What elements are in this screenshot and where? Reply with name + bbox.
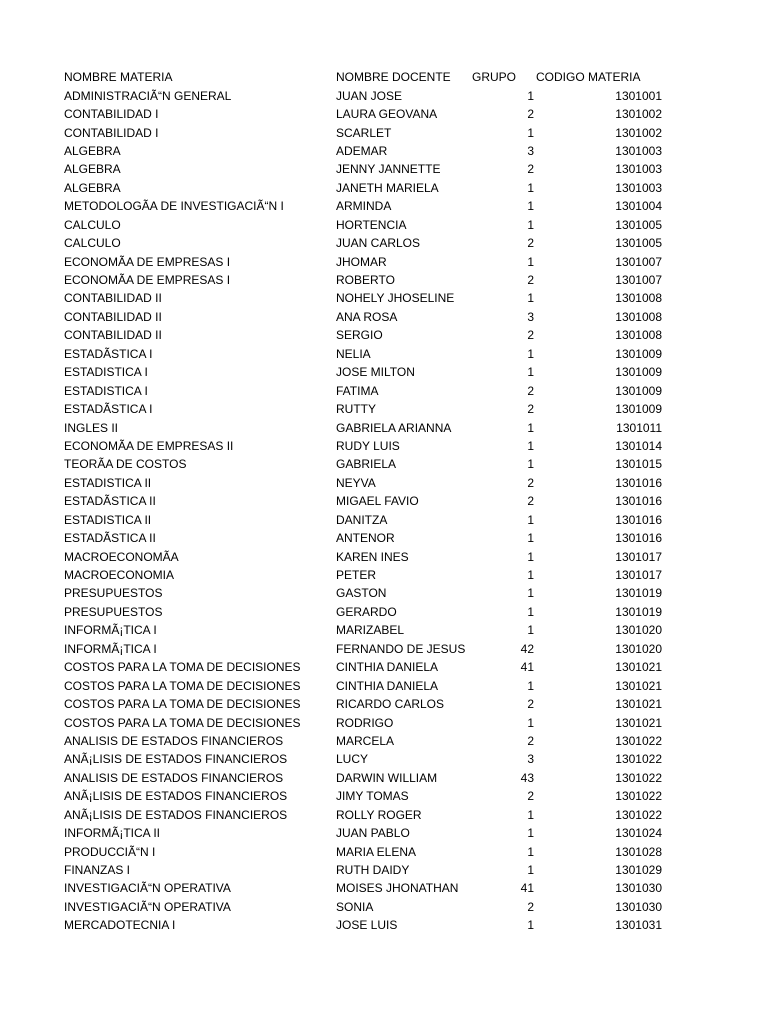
cell-grupo[interactable]: 2: [527, 383, 534, 398]
cell-grupo[interactable]: 2: [527, 697, 534, 712]
cell-nombre-docente[interactable]: ROBERTO: [336, 273, 395, 288]
cell-nombre-materia[interactable]: MACROECONOMÃA: [64, 549, 179, 564]
table-row: [0, 713, 768, 731]
cell-nombre-materia[interactable]: PRESUPUESTOS: [64, 586, 163, 601]
cell-grupo[interactable]: 1: [527, 88, 534, 103]
cell-codigo-materia[interactable]: 1301001: [615, 88, 662, 103]
table-row: [0, 769, 768, 787]
table-row: [0, 474, 768, 492]
table-row: [0, 252, 768, 270]
subjects-table: [0, 68, 768, 935]
cell-nombre-materia[interactable]: ANÃ¡LISIS DE ESTADOS FINANCIEROS: [64, 789, 288, 804]
cell-nombre-materia[interactable]: MERCADOTECNIA I: [64, 918, 176, 933]
cell-nombre-materia[interactable]: ESTADÃSTICA II: [64, 494, 156, 509]
cell-codigo-materia[interactable]: 1301014: [615, 438, 662, 453]
table-row: [0, 289, 768, 307]
cell-codigo-materia[interactable]: 1301003: [615, 162, 662, 177]
cell-codigo-materia[interactable]: 1301016: [615, 475, 662, 490]
table-row: [0, 308, 768, 326]
table-row: [0, 621, 768, 639]
cell-nombre-materia[interactable]: ESTADÃSTICA I: [64, 402, 153, 417]
cell-grupo[interactable]: 2: [527, 899, 534, 914]
header-grupo[interactable]: GRUPO: [472, 70, 517, 85]
cell-grupo[interactable]: 1: [527, 623, 534, 638]
spreadsheet-sheet: [0, 68, 768, 935]
cell-nombre-materia[interactable]: TEORÃA DE COSTOS: [64, 457, 187, 472]
cell-grupo[interactable]: 2: [527, 328, 534, 343]
cell-nombre-materia[interactable]: ADMINISTRACIÃ“N GENERAL: [64, 88, 232, 103]
cell-nombre-materia[interactable]: ALGEBRA: [64, 162, 121, 177]
cell-codigo-materia[interactable]: 1301007: [615, 273, 662, 288]
cell-grupo[interactable]: 1: [527, 199, 534, 214]
cell-grupo[interactable]: 1: [527, 568, 534, 583]
table-row: [0, 326, 768, 344]
cell-nombre-materia[interactable]: PRESUPUESTOS: [64, 604, 163, 619]
cell-grupo[interactable]: 3: [527, 143, 534, 158]
table-row: [0, 363, 768, 381]
cell-nombre-materia[interactable]: ESTADISTICA I: [64, 383, 148, 398]
cell-nombre-docente[interactable]: RUTTY: [336, 402, 376, 417]
cell-codigo-materia[interactable]: 1301024: [615, 826, 662, 841]
table-row: [0, 345, 768, 363]
cell-nombre-materia[interactable]: CALCULO: [64, 217, 121, 232]
table-row: [0, 511, 768, 529]
cell-grupo[interactable]: 1: [527, 826, 534, 841]
cell-codigo-materia[interactable]: 1301021: [615, 697, 662, 712]
cell-grupo[interactable]: 1: [527, 365, 534, 380]
cell-grupo[interactable]: 1: [527, 863, 534, 878]
cell-codigo-materia[interactable]: 1301022: [615, 733, 662, 748]
cell-grupo[interactable]: 1: [527, 549, 534, 564]
cell-nombre-materia[interactable]: ECONOMÃA DE EMPRESAS I: [64, 273, 231, 288]
cell-nombre-materia[interactable]: CONTABILIDAD I: [64, 125, 159, 140]
cell-nombre-docente[interactable]: NEYVA: [336, 475, 376, 490]
table-row: [0, 455, 768, 473]
cell-nombre-materia[interactable]: COSTOS PARA LA TOMA DE DECISIONES: [64, 715, 301, 730]
cell-nombre-materia[interactable]: ESTADÃSTICA I: [64, 346, 153, 361]
cell-nombre-materia[interactable]: INVESTIGACIÃ“N OPERATIVA: [64, 881, 231, 896]
cell-codigo-materia[interactable]: 1301008: [615, 291, 662, 306]
cell-nombre-docente[interactable]: CINTHIA DANIELA: [336, 660, 439, 675]
table-row: [0, 603, 768, 621]
cell-grupo[interactable]: 1: [527, 715, 534, 730]
cell-nombre-materia[interactable]: ESTADÃSTICA II: [64, 531, 156, 546]
table-row: [0, 547, 768, 565]
cell-nombre-materia[interactable]: ESTADISTICA II: [64, 475, 152, 490]
cell-codigo-materia[interactable]: 1301022: [615, 789, 662, 804]
cell-codigo-materia[interactable]: 1301017: [615, 568, 662, 583]
cell-codigo-materia[interactable]: 1301016: [615, 512, 662, 527]
cell-codigo-materia[interactable]: 1301021: [615, 660, 662, 675]
cell-grupo[interactable]: 2: [527, 402, 534, 417]
table-row: [0, 160, 768, 178]
table-row: [0, 824, 768, 842]
cell-nombre-docente[interactable]: KAREN INES: [336, 549, 409, 564]
cell-grupo[interactable]: 1: [527, 438, 534, 453]
table-row: [0, 676, 768, 694]
cell-grupo[interactable]: 2: [527, 733, 534, 748]
table-row: [0, 861, 768, 879]
cell-nombre-docente[interactable]: MOISES JHONATHAN: [336, 881, 459, 896]
cell-nombre-materia[interactable]: CONTABILIDAD II: [64, 291, 162, 306]
cell-nombre-materia[interactable]: CALCULO: [64, 236, 121, 251]
cell-codigo-materia[interactable]: 1301002: [615, 125, 662, 140]
header-codigo-materia[interactable]: CODIGO MATERIA: [536, 70, 641, 85]
cell-nombre-docente[interactable]: MARIA ELENA: [336, 844, 417, 859]
cell-nombre-materia[interactable]: PRODUCCIÃ“N I: [64, 844, 156, 859]
cell-nombre-materia[interactable]: ESTADISTICA II: [64, 512, 152, 527]
cell-codigo-materia[interactable]: 1301007: [615, 254, 662, 269]
cell-nombre-docente[interactable]: DANITZA: [336, 512, 388, 527]
cell-nombre-materia[interactable]: INFORMÃ¡TICA II: [64, 826, 160, 841]
table-row: [0, 640, 768, 658]
table-row: [0, 179, 768, 197]
cell-nombre-docente[interactable]: HORTENCIA: [336, 217, 407, 232]
cell-codigo-materia[interactable]: 1301003: [615, 143, 662, 158]
cell-nombre-materia[interactable]: COSTOS PARA LA TOMA DE DECISIONES: [64, 697, 301, 712]
cell-grupo[interactable]: 1: [527, 291, 534, 306]
table-row: [0, 142, 768, 160]
cell-nombre-materia[interactable]: INGLES II: [64, 420, 119, 435]
cell-nombre-materia[interactable]: ALGEBRA: [64, 143, 121, 158]
cell-nombre-materia[interactable]: ESTADISTICA I: [64, 365, 148, 380]
cell-nombre-materia[interactable]: CONTABILIDAD II: [64, 328, 162, 343]
table-row: [0, 86, 768, 104]
cell-codigo-materia[interactable]: 1301022: [615, 807, 662, 822]
cell-nombre-docente[interactable]: LUCY: [336, 752, 369, 767]
cell-codigo-materia[interactable]: 1301019: [615, 586, 662, 601]
cell-nombre-materia[interactable]: COSTOS PARA LA TOMA DE DECISIONES: [64, 678, 301, 693]
cell-nombre-docente[interactable]: NOHELY JHOSELINE: [336, 291, 455, 306]
cell-nombre-docente[interactable]: ARMINDA: [336, 199, 392, 214]
table-row: [0, 566, 768, 584]
cell-nombre-materia[interactable]: ANÃ¡LISIS DE ESTADOS FINANCIEROS: [64, 807, 288, 822]
cell-codigo-materia[interactable]: 1301031: [615, 918, 662, 933]
cell-grupo[interactable]: 1: [527, 254, 534, 269]
cell-nombre-docente[interactable]: ROLLY ROGER: [336, 807, 422, 822]
cell-nombre-docente[interactable]: PETER: [336, 568, 377, 583]
cell-nombre-materia[interactable]: ANÃ¡LISIS DE ESTADOS FINANCIEROS: [64, 752, 288, 767]
cell-codigo-materia[interactable]: 1301022: [615, 752, 662, 767]
cell-nombre-materia[interactable]: ANALISIS DE ESTADOS FINANCIEROS: [64, 770, 284, 785]
cell-codigo-materia[interactable]: 1301017: [615, 549, 662, 564]
cell-grupo[interactable]: 2: [527, 494, 534, 509]
table-row: [0, 400, 768, 418]
cell-nombre-materia[interactable]: ANALISIS DE ESTADOS FINANCIEROS: [64, 733, 284, 748]
table-row: [0, 695, 768, 713]
cell-nombre-materia[interactable]: INFORMÃ¡TICA I: [64, 623, 157, 638]
cell-nombre-materia[interactable]: COSTOS PARA LA TOMA DE DECISIONES: [64, 660, 301, 675]
table-row: [0, 842, 768, 860]
cell-codigo-materia[interactable]: 1301030: [615, 881, 662, 896]
cell-grupo[interactable]: 1: [527, 457, 534, 472]
cell-grupo[interactable]: 1: [527, 918, 534, 933]
cell-nombre-materia[interactable]: INVESTIGACIÃ“N OPERATIVA: [64, 899, 231, 914]
cell-grupo[interactable]: 41: [520, 881, 534, 896]
header-nombre-materia[interactable]: NOMBRE MATERIA: [64, 70, 173, 85]
cell-codigo-materia[interactable]: 1301008: [615, 309, 662, 324]
table-row: [0, 418, 768, 436]
header-row: [0, 68, 768, 86]
cell-nombre-docente[interactable]: SCARLET: [336, 125, 392, 140]
cell-codigo-materia[interactable]: 1301020: [615, 641, 662, 656]
table-row: [0, 492, 768, 510]
table-row: [0, 898, 768, 916]
cell-codigo-materia[interactable]: 1301020: [615, 623, 662, 638]
table-row: [0, 381, 768, 399]
cell-nombre-materia[interactable]: CONTABILIDAD II: [64, 309, 162, 324]
header-nombre-docente[interactable]: NOMBRE DOCENTE: [336, 70, 451, 85]
table-row: [0, 787, 768, 805]
cell-nombre-docente[interactable]: GABRIELA: [336, 457, 397, 472]
cell-nombre-docente[interactable]: JOSE MILTON: [336, 365, 415, 380]
cell-nombre-docente[interactable]: FATIMA: [336, 383, 379, 398]
cell-nombre-docente[interactable]: JUAN CARLOS: [336, 236, 421, 251]
cell-codigo-materia[interactable]: 1301015: [615, 457, 662, 472]
cell-nombre-docente[interactable]: JOSE LUIS: [336, 918, 398, 933]
cell-codigo-materia[interactable]: 1301004: [615, 199, 662, 214]
cell-grupo[interactable]: 1: [527, 586, 534, 601]
table-row: [0, 197, 768, 215]
cell-grupo[interactable]: 41: [520, 660, 534, 675]
cell-grupo[interactable]: 2: [527, 789, 534, 804]
cell-nombre-docente[interactable]: DARWIN WILLIAM: [336, 770, 438, 785]
cell-grupo[interactable]: 2: [527, 273, 534, 288]
table-row: [0, 234, 768, 252]
cell-codigo-materia[interactable]: 1301009: [615, 365, 662, 380]
cell-grupo[interactable]: 1: [527, 125, 534, 140]
cell-codigo-materia[interactable]: 1301019: [615, 604, 662, 619]
cell-codigo-materia[interactable]: 1301029: [615, 863, 662, 878]
cell-nombre-materia[interactable]: METODOLOGÃA DE INVESTIGACIÃ“N I: [64, 199, 284, 214]
cell-grupo[interactable]: 1: [527, 844, 534, 859]
cell-nombre-docente[interactable]: GASTON: [336, 586, 387, 601]
cell-nombre-materia[interactable]: ECONOMÃA DE EMPRESAS I: [64, 254, 231, 269]
cell-grupo[interactable]: 1: [527, 604, 534, 619]
cell-nombre-docente[interactable]: SERGIO: [336, 328, 383, 343]
cell-nombre-docente[interactable]: JIMY TOMAS: [336, 789, 409, 804]
cell-codigo-materia[interactable]: 1301003: [615, 180, 662, 195]
cell-nombre-docente[interactable]: RICARDO CARLOS: [336, 697, 445, 712]
cell-grupo[interactable]: 1: [527, 217, 534, 232]
cell-codigo-materia[interactable]: 1301021: [615, 678, 662, 693]
cell-nombre-docente[interactable]: ANTENOR: [336, 531, 395, 546]
cell-nombre-materia[interactable]: INFORMÃ¡TICA I: [64, 641, 157, 656]
cell-grupo[interactable]: 1: [527, 180, 534, 195]
cell-nombre-docente[interactable]: MARIZABEL: [336, 623, 405, 638]
cell-grupo[interactable]: 2: [527, 236, 534, 251]
cell-nombre-materia[interactable]: FINANZAS I: [64, 863, 131, 878]
cell-grupo[interactable]: 1: [527, 531, 534, 546]
cell-nombre-docente[interactable]: NELIA: [336, 346, 371, 361]
table-row: [0, 437, 768, 455]
cell-grupo[interactable]: 1: [527, 678, 534, 693]
cell-grupo[interactable]: 3: [527, 309, 534, 324]
cell-grupo[interactable]: 1: [527, 346, 534, 361]
cell-nombre-docente[interactable]: ADEMAR: [336, 143, 388, 158]
table-row: [0, 584, 768, 602]
cell-grupo[interactable]: 2: [527, 475, 534, 490]
table-row: [0, 216, 768, 234]
cell-grupo[interactable]: 1: [527, 807, 534, 822]
cell-codigo-materia[interactable]: 1301009: [615, 402, 662, 417]
table-row: [0, 123, 768, 141]
cell-codigo-materia[interactable]: 1301009: [615, 346, 662, 361]
cell-nombre-docente[interactable]: GERARDO: [336, 604, 397, 619]
cell-nombre-docente[interactable]: JUAN JOSE: [336, 88, 403, 103]
cell-codigo-materia[interactable]: 1301008: [615, 328, 662, 343]
cell-nombre-docente[interactable]: FERNANDO DE JESUS: [336, 641, 466, 656]
cell-nombre-docente[interactable]: JANETH MARIELA: [336, 180, 439, 195]
cell-nombre-docente[interactable]: JHOMAR: [336, 254, 387, 269]
cell-codigo-materia[interactable]: 1301016: [615, 494, 662, 509]
cell-codigo-materia[interactable]: 1301009: [615, 383, 662, 398]
cell-codigo-materia[interactable]: 1301002: [615, 107, 662, 122]
cell-nombre-docente[interactable]: MIGAEL FAVIO: [336, 494, 419, 509]
cell-codigo-materia[interactable]: 1301005: [615, 236, 662, 251]
cell-nombre-docente[interactable]: CINTHIA DANIELA: [336, 678, 439, 693]
table-row: [0, 750, 768, 768]
cell-nombre-docente[interactable]: GABRIELA ARIANNA: [336, 420, 452, 435]
cell-nombre-docente[interactable]: LAURA GEOVANA: [336, 107, 438, 122]
table-row: [0, 271, 768, 289]
cell-nombre-docente[interactable]: ANA ROSA: [336, 309, 398, 324]
cell-codigo-materia[interactable]: 1301005: [615, 217, 662, 232]
cell-grupo[interactable]: 2: [527, 107, 534, 122]
cell-grupo[interactable]: 42: [520, 641, 534, 656]
cell-grupo[interactable]: 43: [520, 770, 534, 785]
cell-nombre-materia[interactable]: MACROECONOMIA: [64, 568, 175, 583]
cell-nombre-materia[interactable]: CONTABILIDAD I: [64, 107, 159, 122]
cell-nombre-materia[interactable]: ECONOMÃA DE EMPRESAS II: [64, 438, 234, 453]
table-row: [0, 529, 768, 547]
cell-nombre-docente[interactable]: JUAN PABLO: [336, 826, 410, 841]
cell-nombre-materia[interactable]: ALGEBRA: [64, 180, 121, 195]
cell-nombre-docente[interactable]: MARCELA: [336, 733, 395, 748]
table-row: [0, 916, 768, 934]
table-row: [0, 879, 768, 897]
cell-codigo-materia[interactable]: 1301016: [615, 531, 662, 546]
cell-nombre-docente[interactable]: RODRIGO: [336, 715, 394, 730]
cell-grupo[interactable]: 3: [527, 752, 534, 767]
table-row: [0, 732, 768, 750]
cell-codigo-materia[interactable]: 1301022: [615, 770, 662, 785]
cell-nombre-docente[interactable]: JENNY JANNETTE: [336, 162, 441, 177]
cell-nombre-docente[interactable]: SONIA: [336, 899, 374, 914]
table-row: [0, 806, 768, 824]
cell-grupo[interactable]: 1: [527, 420, 534, 435]
cell-grupo[interactable]: 1: [527, 512, 534, 527]
cell-codigo-materia[interactable]: 1301011: [616, 420, 662, 435]
cell-codigo-materia[interactable]: 1301030: [615, 899, 662, 914]
table-row: [0, 105, 768, 123]
cell-nombre-docente[interactable]: RUDY LUIS: [336, 438, 400, 453]
cell-codigo-materia[interactable]: 1301021: [615, 715, 662, 730]
cell-grupo[interactable]: 2: [527, 162, 534, 177]
table-body: [0, 86, 768, 934]
cell-codigo-materia[interactable]: 1301028: [615, 844, 662, 859]
cell-nombre-docente[interactable]: RUTH DAIDY: [336, 863, 410, 878]
table-row: [0, 658, 768, 676]
